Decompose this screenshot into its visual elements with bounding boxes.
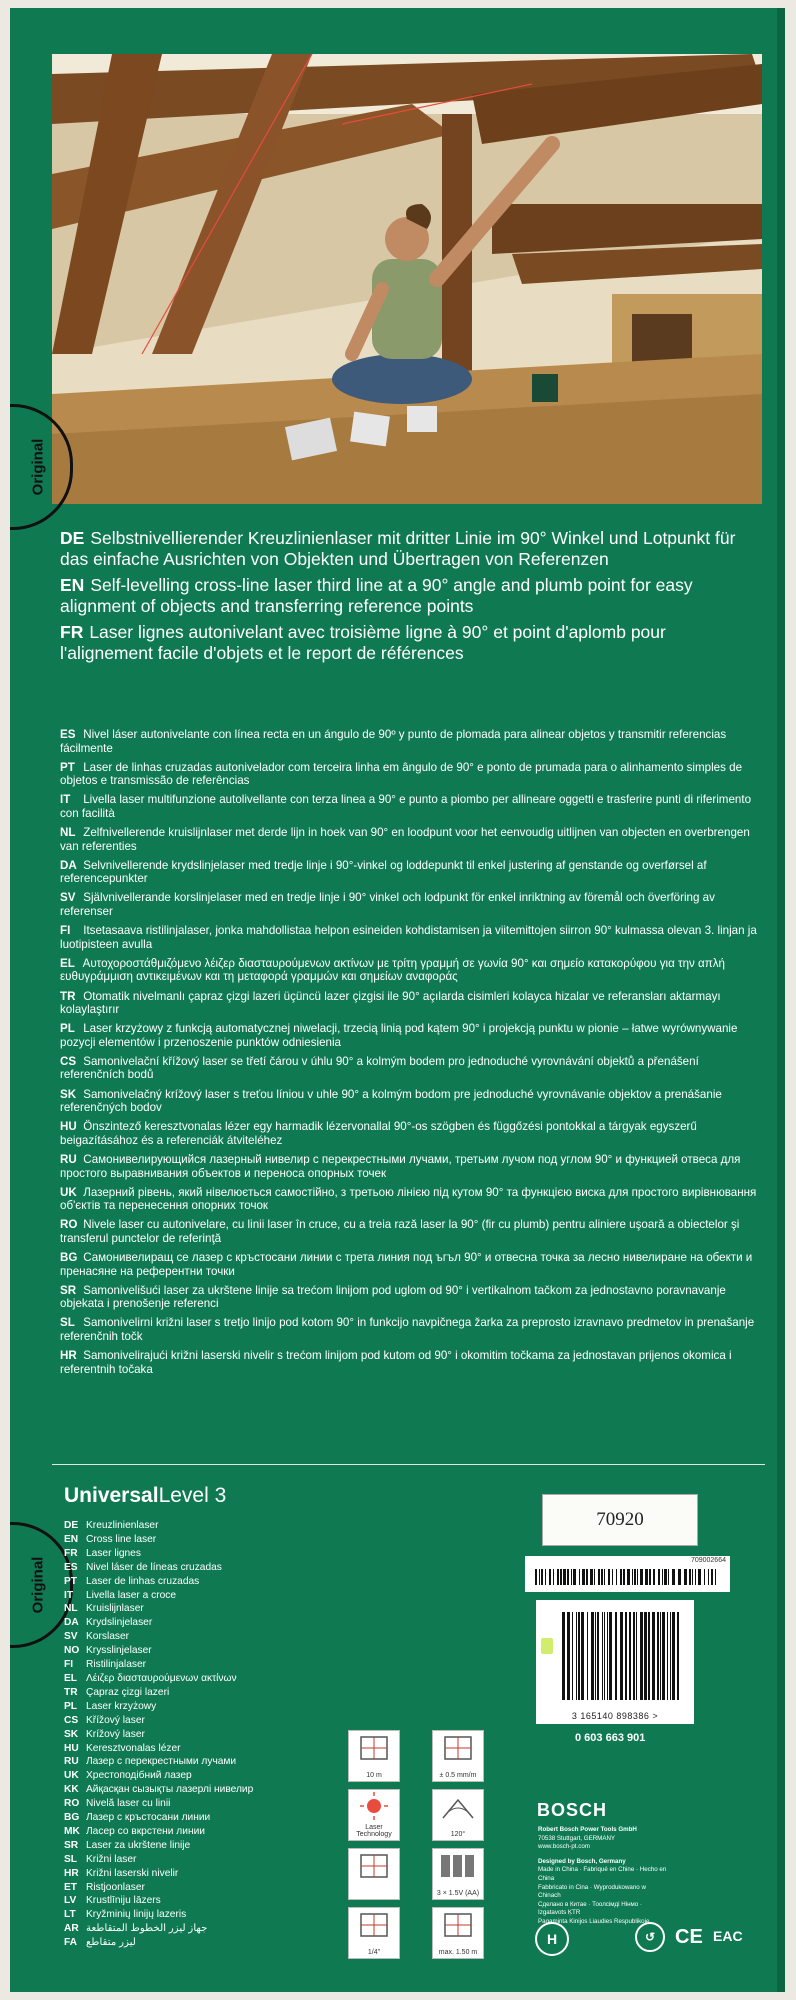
barcode-bar	[590, 1569, 593, 1585]
barcode-bar	[620, 1612, 623, 1700]
lang-row-sk	[60, 1088, 760, 1115]
barcode-bar	[640, 1569, 643, 1585]
lang-code: SR	[60, 1283, 77, 1297]
name-item-mk	[64, 1825, 364, 1839]
barcode-bar	[620, 1569, 622, 1585]
barcode-bar	[677, 1612, 679, 1700]
lang-code: SK	[64, 1728, 79, 1740]
lang-code: HU	[64, 1742, 79, 1754]
lang-name: Ласер со вкрстени линии	[86, 1825, 205, 1837]
barcode-bar	[653, 1569, 655, 1585]
lang-row-uk	[60, 1186, 760, 1213]
lang-name: Kruislijnlaser	[86, 1603, 144, 1615]
barcode-bar	[582, 1569, 585, 1585]
lang-name: Laser za ukrštene linije	[86, 1839, 191, 1851]
lang-name: Krustlīniju lāzers	[86, 1895, 161, 1907]
main-descriptions	[60, 528, 750, 669]
lang-code: PL	[64, 1700, 78, 1712]
barcode-bar	[657, 1612, 659, 1700]
lang-name: Ristjoonlaser	[86, 1881, 145, 1893]
ean-barcode-bars	[536, 1600, 694, 1724]
lang-text: Itsetasaava ristilinjalaser, jonka mahdollistaa helpon esineiden kohdistamisen ja viitemittojen siirron 90° kulmassa olevan 3. linjan ja luotipisteen avulla	[60, 924, 757, 951]
lang-code: PL	[60, 1022, 75, 1036]
recycle-icon: ↺	[635, 1922, 665, 1952]
lang-name: Korslaser	[86, 1631, 130, 1643]
name-item-en	[64, 1533, 364, 1547]
barcode-bar	[594, 1569, 595, 1585]
lang-code: CS	[60, 1054, 77, 1068]
lang-row-it	[60, 793, 760, 820]
language-descriptions	[60, 728, 760, 1382]
lang-code: HR	[60, 1349, 77, 1363]
lang-code: NO	[64, 1645, 80, 1657]
attic-scene-image	[52, 54, 762, 504]
lang-text: Nivele laser cu autonivelare, cu linii laser în cruce, cu a treia rază laser la 90° (fir cu plumb) pentru aliniere uşoară a obiectelor şi transferul punctelor de referinţă	[60, 1218, 740, 1245]
name-item-el	[64, 1672, 364, 1686]
lang-text: Samonivelišući laser za ukrštene linije sa trećom linijom pod uglom od 90° i vertikalnom tačkom za jednostavno poravnavanje objekata i prenošenje referenci	[60, 1283, 726, 1311]
lang-code: SV	[64, 1631, 78, 1643]
barcode-bar	[667, 1612, 668, 1700]
barcode-bar	[581, 1612, 584, 1700]
lang-code: FI	[64, 1659, 74, 1671]
eac-mark: EAC	[713, 1928, 743, 1944]
lang-text: Samonivelirajući križni laserski nivelir s trećom linijom pod kutom od 90° i okomitim točkama za jednostavan prijenos okomica i referentnih točaka	[60, 1349, 732, 1376]
lang-code: SV	[60, 891, 76, 905]
spec-icon-label: 3 × 1.5V (AA)	[436, 1890, 480, 1897]
name-item-fr	[64, 1547, 364, 1561]
address-line: www.bosch-pt.com	[538, 1843, 590, 1851]
name-item-pt	[64, 1575, 364, 1589]
lang-row-pl	[60, 1022, 760, 1049]
lang-name: لیزر متقاطع	[86, 1937, 136, 1949]
lang-name: Laser de linhas cruzadas	[86, 1575, 200, 1587]
lang-text: Nivel láser autonivelante con línea recta en un ángulo de 90º y punto de plomada para alinear objetos y transmitir referencias fácilmente	[60, 728, 727, 755]
lang-code: AR	[64, 1923, 79, 1935]
name-item-ro	[64, 1797, 364, 1811]
barcode-bar	[541, 1569, 543, 1585]
spec-icon-label: Laser Technology	[356, 1824, 392, 1838]
lang-code: TR	[60, 989, 76, 1003]
name-item-fi	[64, 1658, 364, 1672]
lang-code: ES	[64, 1561, 78, 1573]
lang-text: Selvnivellerende krydslinjelaser med tredje linje i 90°-vinkel og loddepunkt til enkel justering af genstande og overførsel af referencepunkter	[60, 858, 707, 886]
lang-row-nl	[60, 826, 760, 853]
lang-name: Лазер с кръстосани линии	[86, 1812, 211, 1824]
lang-code: RO	[60, 1218, 78, 1232]
barcode-bar	[658, 1569, 660, 1585]
lang-row-ro	[60, 1218, 760, 1245]
spec-icon-label: ± 0.5 mm/m	[439, 1772, 477, 1779]
battery-icon	[432, 1848, 484, 1900]
main-desc-fr	[60, 622, 750, 664]
angle-icon	[432, 1789, 484, 1841]
spec-icon-label: max. 1.50 m	[438, 1949, 478, 1956]
barcode-bar	[602, 1612, 603, 1700]
accuracy-icon	[432, 1730, 484, 1782]
name-item-sv	[64, 1630, 364, 1644]
address-line: Robert Bosch Power Tools GmbH	[538, 1826, 637, 1833]
lang-code: FR	[60, 622, 84, 642]
barcode-bar	[612, 1569, 613, 1585]
lang-row-sv	[60, 891, 760, 918]
barcode-bar	[670, 1612, 671, 1700]
lang-code: HU	[60, 1120, 77, 1134]
lang-name: Krysslinjelaser	[86, 1645, 152, 1657]
lang-text: Лазерний рівень, який нівелюється самостійно, з третьою лінією під кутом 90° та функцією виска для простого вирівнювання об'єктів та перенесення опорних точок	[60, 1185, 757, 1213]
product-name-bold: Universal	[64, 1484, 159, 1507]
lang-code: RO	[64, 1798, 80, 1810]
address-line: Made in China · Fabriqué en Chine · Hecho en China	[538, 1866, 667, 1882]
barcode-bar	[652, 1612, 655, 1700]
lang-name: Krížový laser	[86, 1728, 145, 1740]
barcode-bar	[684, 1569, 687, 1585]
lang-row-fi	[60, 924, 760, 951]
lang-text: Self-levelling cross-line laser third line at a 90° angle and plumb point for easy alignment of objects and transferring reference points	[60, 575, 693, 616]
lang-code: SL	[64, 1853, 78, 1865]
product-name-translations	[64, 1519, 364, 1950]
name-item-kk	[64, 1783, 364, 1797]
barcode-bar	[616, 1569, 617, 1585]
lang-code: RU	[60, 1152, 77, 1166]
lang-name: Križni laser	[86, 1853, 137, 1865]
name-item-da	[64, 1616, 364, 1630]
barcode-bar	[567, 1612, 570, 1700]
lang-name: Айқасқан сызықты лазерлі нивелир	[86, 1784, 254, 1796]
part-number: 0 603 663 901	[575, 1732, 646, 1744]
lang-code: SK	[60, 1087, 77, 1101]
lang-name: Křížový laser	[86, 1714, 145, 1726]
lang-code: BG	[60, 1251, 78, 1264]
lang-code: ES	[60, 728, 76, 741]
ean-barcode-number: 3 165140 898386 >	[571, 1711, 659, 1721]
lang-row-ru	[60, 1153, 760, 1180]
barcode-bar	[698, 1569, 701, 1585]
barcode-bar	[560, 1569, 562, 1585]
lang-text: Laser de linhas cruzadas autonivelador com terceira linha em ângulo de 90° e ponto de prumada para o alinhamento simples de objetos e transmissão de referências	[60, 760, 743, 788]
name-item-lv	[64, 1894, 364, 1908]
barcode-bar	[648, 1612, 650, 1700]
lang-code: EL	[60, 956, 75, 970]
barcode-bar	[608, 1569, 610, 1585]
barcode-bar	[549, 1569, 551, 1585]
lang-text: Önszintező keresztvonalas lézer egy harmadik lézervonallal 90°-os szögben és függőzési pontokkal a tárgyak egyszerű beigazításához és a referenciák átviteléhez	[60, 1120, 697, 1147]
barcode-bar	[715, 1569, 716, 1585]
lang-code: NL	[60, 826, 76, 840]
lang-name: Kreuzlinienlaser	[86, 1520, 159, 1531]
lang-row-el	[60, 957, 760, 984]
small-barcode-number: 709002664	[690, 1557, 726, 1564]
name-item-de	[64, 1519, 364, 1533]
name-item-sk	[64, 1728, 364, 1742]
lang-row-hr	[60, 1349, 760, 1376]
original-badge-label: Original	[29, 438, 47, 496]
lang-code: FA	[64, 1937, 78, 1949]
barcode-bar	[640, 1612, 643, 1700]
barcode-bar	[644, 1612, 647, 1700]
lang-row-hu	[60, 1120, 760, 1147]
barcode-bar	[598, 1569, 600, 1585]
lang-code: CS	[64, 1714, 79, 1726]
lang-code: EN	[60, 575, 85, 595]
barcode-bar	[587, 1612, 588, 1700]
barcode-bar	[591, 1612, 594, 1700]
lang-text: Laser krzyżowy z funkcją automatycznej niwelacji, trzecią linią pod kątem 90° i projekcją punktu w pionie – łatwe wyrównywanie pozycji elementów i przenoszenie punktów odniesienia	[60, 1022, 738, 1049]
lang-code: LT	[64, 1909, 76, 1921]
barcode-bar	[625, 1612, 627, 1700]
barcode-bar	[572, 1612, 573, 1700]
name-item-it	[64, 1589, 364, 1603]
barcode-bar	[662, 1569, 663, 1585]
lang-name: Çapraz çizgi lazeri	[86, 1686, 170, 1698]
lang-code: HR	[64, 1867, 79, 1879]
address-line: Сделано в Китае · Тоолсімді Нінмо · Izgatavots ĶTR	[538, 1900, 642, 1917]
barcode-bar	[632, 1569, 633, 1585]
barcode-bar	[535, 1569, 537, 1585]
lang-code: MK	[64, 1825, 80, 1837]
spec-icon-label: 1/4"	[367, 1949, 381, 1956]
name-item-ar	[64, 1922, 364, 1936]
lang-row-da	[60, 859, 760, 886]
name-item-pl	[64, 1700, 364, 1714]
lang-code: IT	[64, 1589, 74, 1601]
barcode-bar	[704, 1569, 705, 1585]
barcode-bar	[553, 1569, 554, 1585]
lang-code: SR	[64, 1839, 79, 1851]
address-line: Fabbricato in Cina · Wyprodukowano w Chinach	[538, 1883, 646, 1900]
lang-row-pt	[60, 761, 760, 788]
lang-code: DA	[64, 1617, 79, 1629]
product-name-regular: Level 3	[158, 1484, 227, 1507]
lang-row-sl	[60, 1316, 760, 1343]
lang-name: جهاز ليزر الخطوط المتقاطعة	[86, 1923, 208, 1935]
barcode-bar	[672, 1569, 675, 1585]
lang-text: Samonivelační křížový laser se třetí čárou v úhlu 90° a kolmým bodem pro jednoduché vyrovnávání objektů a přenášení referenčních bodů	[60, 1054, 699, 1082]
small-barcode	[525, 1556, 730, 1592]
lang-name: Kryžminių linijų lazeris	[86, 1909, 187, 1921]
lang-name: Laser lignes	[86, 1547, 141, 1559]
lang-code: UK	[60, 1185, 77, 1199]
lang-code: PT	[64, 1575, 78, 1587]
lang-name: Хрестоподібний лазер	[86, 1770, 192, 1782]
barcode-bar	[601, 1569, 603, 1585]
barcode-bar	[708, 1569, 709, 1585]
lang-code: PT	[60, 760, 75, 774]
bosch-brand: BOSCH	[537, 1800, 608, 1820]
lang-code: LV	[64, 1895, 77, 1907]
name-item-et	[64, 1881, 364, 1895]
main-desc-en	[60, 575, 750, 617]
lang-row-sr	[60, 1284, 760, 1311]
lang-code: TR	[64, 1686, 78, 1698]
barcode-bar	[578, 1612, 580, 1700]
lang-code: DA	[60, 858, 77, 872]
barcode-bar	[689, 1569, 691, 1585]
lang-text: Самонивелиращ се лазер с кръстосани линии с трета линия под ъгъл 90° и отвесна точка за лесно нивелиране на обекти и пренасяне на референтни точки	[60, 1251, 753, 1278]
barcode-bar	[595, 1612, 596, 1700]
original-badge-lower-label: Original	[29, 1556, 47, 1614]
barcode-bar	[586, 1569, 588, 1585]
lang-text: Αυτοχοροστάθμιζόμενο λέιζερ διασταυρούμενων ακτίνων με τρίτη γραμμή σε γωνία 90° και σημείο κατακορύφου για την απλή ευθυγράμμιση αντικειμένων και τη μεταφορά γραμμών και σημείων αναφοράς	[60, 956, 725, 984]
lang-text: Самонивелирующийся лазерный нивелир с перекрестными лучами, третьим лучом под углом 90° и функцией отвеса для простого выравнивания объектов и переноса опорных точек	[60, 1152, 741, 1180]
barcode-bar	[607, 1612, 608, 1700]
name-item-sr	[64, 1839, 364, 1853]
barcode-bar	[672, 1612, 675, 1700]
barcode-bar	[579, 1569, 580, 1585]
cross-line-icon	[348, 1848, 400, 1900]
lang-name: Nivel láser de líneas cruzadas	[86, 1561, 222, 1573]
ean-barcode	[536, 1600, 694, 1724]
lang-code: FR	[64, 1547, 78, 1559]
lang-row-tr	[60, 990, 760, 1017]
certification-marks	[535, 1918, 745, 1958]
barcode-bar	[711, 1569, 713, 1585]
lang-code: EL	[64, 1672, 78, 1684]
barcode-bar	[576, 1612, 577, 1700]
lang-code: EN	[64, 1533, 79, 1545]
lang-code: BG	[64, 1812, 80, 1824]
name-item-sl	[64, 1853, 364, 1867]
lang-text: Självnivellerande korslinjelaser med en tredje linje i 90° vinkel och lodpunkt för enkel inriktning av föremål och överföring av referenser	[60, 891, 715, 919]
name-item-ru	[64, 1755, 364, 1769]
lang-name: Λέιζερ διασταυρούμενων ακτίνων	[86, 1672, 237, 1684]
lang-name: Krydslinjelaser	[86, 1617, 153, 1629]
barcode-bar	[597, 1612, 599, 1700]
address-line: 70538 Stuttgart, GERMANY	[538, 1834, 616, 1842]
name-item-nl	[64, 1602, 364, 1616]
barcode-bar	[573, 1569, 576, 1585]
lang-text: Selbstnivellierender Kreuzlinienlaser mit dritter Linie im 90° Winkel und Lotpunkt für das einfache Ausrichten von Objekten und Übertragen von Referenzen	[60, 528, 736, 569]
lang-text: Otomatik nivelmanlı çapraz çizgi lazeri üçüncü lazer çizgisi ile 90° açılarda cisimleri kolayca hizalar ve referansları aktarmayı kolaylaştırır	[60, 989, 721, 1017]
manufacturer-address	[538, 1826, 668, 1927]
barcode-bar	[615, 1612, 617, 1700]
barcode-bar	[571, 1569, 572, 1585]
barcode-bar	[678, 1569, 681, 1585]
range-icon	[348, 1730, 400, 1782]
code-label: 70920	[542, 1494, 698, 1546]
lang-code: RU	[64, 1756, 79, 1768]
lang-text: Samonivelačný krížový laser s treťou líniou v uhle 90° a kolmým bodom pre jednoduché vyrovnávanie objektov a prenášanie referenčných bodov	[60, 1087, 722, 1115]
barcode-bar	[636, 1612, 637, 1700]
lang-row-cs	[60, 1055, 760, 1082]
name-item-hr	[64, 1867, 364, 1881]
barcode-bar	[629, 1612, 631, 1700]
product-name	[64, 1484, 226, 1508]
barcode-bar	[695, 1569, 696, 1585]
name-item-es	[64, 1561, 364, 1575]
lang-name: Keresztvonalas lézer	[86, 1742, 181, 1754]
barcode-bar	[633, 1612, 635, 1700]
barcode-bar	[604, 1569, 605, 1585]
lang-code: DE	[60, 528, 85, 548]
spec-icon-label: 120°	[450, 1831, 466, 1838]
barcode-bar	[604, 1612, 605, 1700]
lang-text: Laser lignes autonivelant avec troisième ligne à 90° et point d'aplomb pour l'alignement facile d'objets et le report de références	[60, 622, 666, 663]
lang-code: IT	[60, 793, 71, 807]
name-item-hu	[64, 1742, 364, 1756]
main-desc-de	[60, 528, 750, 570]
lang-text: Zelfnivellerende kruislijnlaser met derde lijn in hoek van 90° en loodpunt voor het eenvoudig uitlijnen van objecten en overbrengen van referenties	[60, 826, 750, 853]
barcode-bar	[545, 1569, 546, 1585]
name-item-lt	[64, 1908, 364, 1922]
barcode-bar	[563, 1569, 566, 1585]
lang-code: UK	[64, 1770, 79, 1782]
ce-mark: CE	[675, 1926, 703, 1948]
lang-name: Laser krzyżowy	[86, 1700, 157, 1712]
barcode-bar	[660, 1612, 661, 1700]
barcode-bar	[664, 1569, 667, 1585]
laser-technology-icon	[348, 1789, 400, 1841]
lang-name: Лазер с перекрестными лучами	[86, 1756, 237, 1768]
green-sticker	[541, 1638, 553, 1654]
barcode-bar	[634, 1569, 636, 1585]
barcode-bar	[627, 1569, 630, 1585]
height-icon	[432, 1907, 484, 1959]
barcode-bar	[692, 1569, 693, 1585]
name-item-uk	[64, 1769, 364, 1783]
barcode-bar	[645, 1569, 648, 1585]
lang-text: Livella laser multifunzione autolivellante con terza linea a 90° e punto a piombo per allineare oggetti e trasferire punti di riferimento con facilità	[60, 793, 752, 820]
lang-name: Nivelă laser cu linii	[86, 1798, 171, 1810]
lang-code: SL	[60, 1316, 75, 1330]
lang-name: Ristilinjalaser	[86, 1659, 147, 1671]
bosch-armature-icon: H	[535, 1922, 569, 1956]
barcode-bar	[539, 1569, 540, 1585]
lang-code: ET	[64, 1881, 78, 1893]
name-item-cs	[64, 1714, 364, 1728]
lang-code: KK	[64, 1784, 79, 1796]
barcode-bar	[668, 1569, 669, 1585]
small-barcode-bars	[525, 1556, 730, 1592]
barcode-bar	[649, 1569, 651, 1585]
address-line: Pagaminta Kinijos Liaudies Respublikoje	[538, 1917, 650, 1925]
name-item-bg	[64, 1811, 364, 1825]
name-item-no	[64, 1644, 364, 1658]
lang-name: Cross line laser	[86, 1533, 157, 1545]
barcode-bar	[557, 1569, 559, 1585]
lang-row-bg	[60, 1251, 760, 1278]
spec-icon-label: 10 m	[366, 1772, 382, 1779]
product-photo	[52, 54, 762, 504]
barcode-bar	[567, 1569, 569, 1585]
lang-text: Samonivelirni križni laser s tretjo linijo pod kotom 90° in funkcijo navpičnega žarka za preprosto izravnavo predmetov in prenašanje referenčnih točk	[60, 1316, 755, 1343]
barcode-bar	[637, 1569, 638, 1585]
divider	[52, 1464, 765, 1465]
box-edge	[777, 8, 785, 1992]
lang-code: NL	[64, 1603, 78, 1615]
tripod-thread-icon	[348, 1907, 400, 1959]
lang-row-es	[60, 728, 760, 755]
barcode-bar	[623, 1569, 625, 1585]
lang-name: Livella laser a croce	[86, 1589, 177, 1601]
name-item-tr	[64, 1686, 364, 1700]
lang-code: FI	[60, 924, 71, 938]
barcode-bar	[609, 1612, 612, 1700]
barcode-bar	[662, 1612, 665, 1700]
lang-name: Križni laserski nivelir	[86, 1867, 179, 1879]
barcode-bar	[562, 1612, 565, 1700]
address-line: Designed by Bosch, Germany	[538, 1857, 626, 1865]
name-item-fa	[64, 1936, 364, 1950]
lang-code: DE	[64, 1520, 79, 1531]
